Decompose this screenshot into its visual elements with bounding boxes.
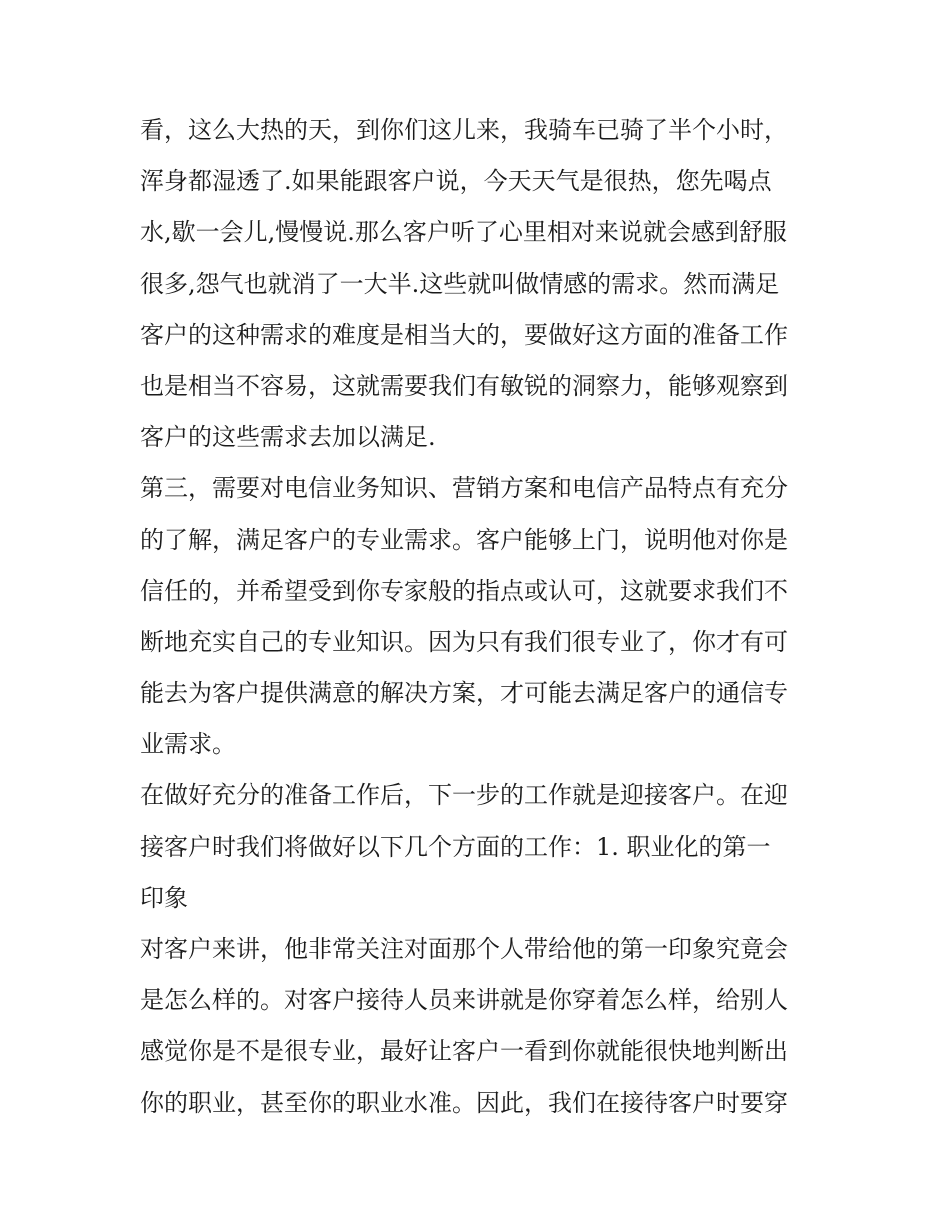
text-line: 第三，需要对电信业务知识、营销方案和电信产品特点有充分 bbox=[140, 474, 788, 503]
text-line: 看，这么大热的天，到你们这儿来，我骑车已骑了半个小时， bbox=[140, 116, 788, 144]
text-line: 对客户来讲，他非常关注对面那个人带给他的第一印象究竟会 bbox=[140, 935, 788, 963]
text-line: 很多,怨气也就消了一大半.这些就叫做情感的需求。然而满足 bbox=[140, 269, 780, 298]
text-line: 是怎么样的。对客户接待人员来讲就是你穿着怎么样，给别人 bbox=[140, 986, 788, 1015]
text-line: 你的职业，甚至你的职业水准。因此，我们在接待客户时要穿 bbox=[140, 1088, 788, 1117]
text-line: 水,歇一会儿,慢慢说.那么客户听了心里相对来说就会感到舒服 bbox=[140, 218, 787, 247]
text-line: 也是相当不容易，这就需要我们有敏锐的洞察力，能够观察到 bbox=[140, 371, 788, 400]
text-line: 业需求。 bbox=[140, 730, 236, 759]
text-line: 断地充实自己的专业知识。因为只有我们很专业了，你才有可 bbox=[140, 627, 788, 656]
body-text bbox=[140, 105, 820, 1129]
text-line: 信任的，并希望受到你专家般的指点或认可，这就要求我们不 bbox=[140, 576, 788, 605]
text-line: 感觉你是不是很专业，最好让客户一看到你就能很快地判断出 bbox=[140, 1037, 788, 1066]
text-line: 客户的这些需求去加以满足. bbox=[140, 423, 436, 452]
text-line: 能去为客户提供满意的解决方案，才可能去满足客户的通信专 bbox=[140, 679, 788, 708]
text-line: 客户的这种需求的难度是相当大的，要做好这方面的准备工作 bbox=[140, 320, 788, 349]
text-line: 接客户时我们将做好以下几个方面的工作：1. 职业化的第一 bbox=[140, 832, 771, 861]
text-line: 在做好充分的准备工作后，下一步的工作就是迎接客户。在迎 bbox=[140, 781, 788, 810]
text-line: 印象 bbox=[140, 883, 188, 912]
text-line: 的了解，满足客户的专业需求。客户能够上门，说明他对你是 bbox=[140, 525, 788, 554]
text-line: 浑身都湿透了.如果能跟客户说，今天天气是很热，您先喝点 bbox=[140, 167, 772, 196]
